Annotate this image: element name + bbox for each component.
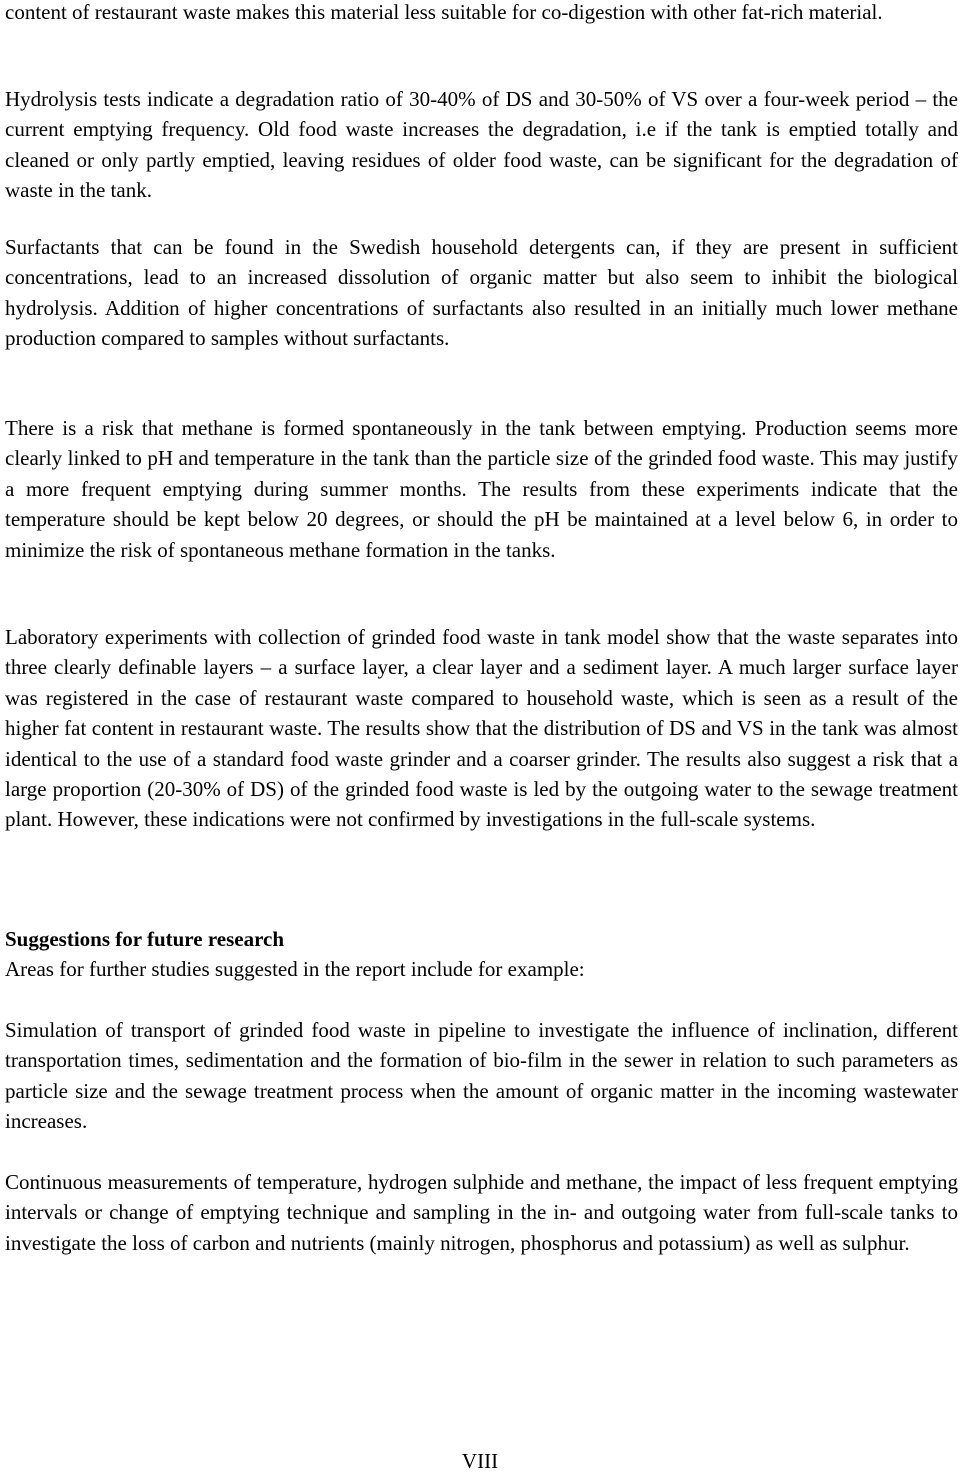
paragraph-surfactants: Surfactants that can be found in the Swedish household detergents can, if they are present in sufficient concentrations, lead to an increased dissolution of organic matter but also seem to inhibit the biological hydrolysis. Addition of higher concentrations of surfactants also resulted in an initially much lower methane production compared to samples without surfactants.	[5, 235, 958, 351]
paragraph-laboratory-experiments: Laboratory experiments with collection of grinded food waste in tank model show that the waste separates into three clearly definable layers – a surface layer, a clear layer and a sediment layer. A much larger surface layer was registered in the case of restaurant waste compared to household waste, which is seen as a result of the higher fat content in restaurant waste. The results show that the distribution of DS and VS in the tank was almost identical to the use of a standard food waste grinder and a coarser grinder. The results also suggest a risk that a large proportion (20-30% of DS) of the grinded food waste is led by the outgoing water to the sewage treatment plant. However, these indications were not confirmed by investigations in the full-scale systems.	[5, 625, 958, 832]
section-intro: Areas for further studies suggested in the report include for example:	[5, 957, 585, 982]
section-heading: Suggestions for future research	[5, 927, 285, 951]
future-research-section	[5, 924, 958, 985]
research-item-simulation: Simulation of transport of grinded food waste in pipeline to investigate the influence of inclination, different transportation times, sedimentation and the formation of bio-film in the sewer in relation to such parameters as particle size and the sewage treatment process when the amount of organic matter in the incoming wastewater increases.	[5, 1018, 958, 1134]
paragraph-restaurant-waste: content of restaurant waste makes this material less suitable for co-digestion with other fat-rich material.	[5, 0, 883, 24]
paragraph-methane-risk: There is a risk that methane is formed spontaneously in the tank between emptying. Production seems more clearly linked to pH and temperature in the tank than the particle size of the grinded food waste. This may justify a more frequent emptying during summer months. The results from these experiments indicate that the temperature should be kept below 20 degrees, or should the pH be maintained at a level below 6, in order to minimize the risk of spontaneous methane formation in the tanks.	[5, 416, 958, 562]
research-item-measurements: Continuous measurements of temperature, hydrogen sulphide and methane, the impact of less frequent emptying intervals or change of emptying technique and sampling in the in- and outgoing water from full-scale tanks to investigate the loss of carbon and nutrients (mainly nitrogen, phosphorus and potassium) as well as sulphur.	[5, 1170, 958, 1255]
paragraph-hydrolysis: Hydrolysis tests indicate a degradation ratio of 30-40% of DS and 30-50% of VS over a four-week period – the current emptying frequency. Old food waste increases the degradation, i.e if the tank is emptied totally and cleaned or only partly emptied, leaving residues of older food waste, can be significant for the degradation of waste in the tank.	[5, 87, 958, 203]
page-number: VIII	[461, 1449, 499, 1473]
